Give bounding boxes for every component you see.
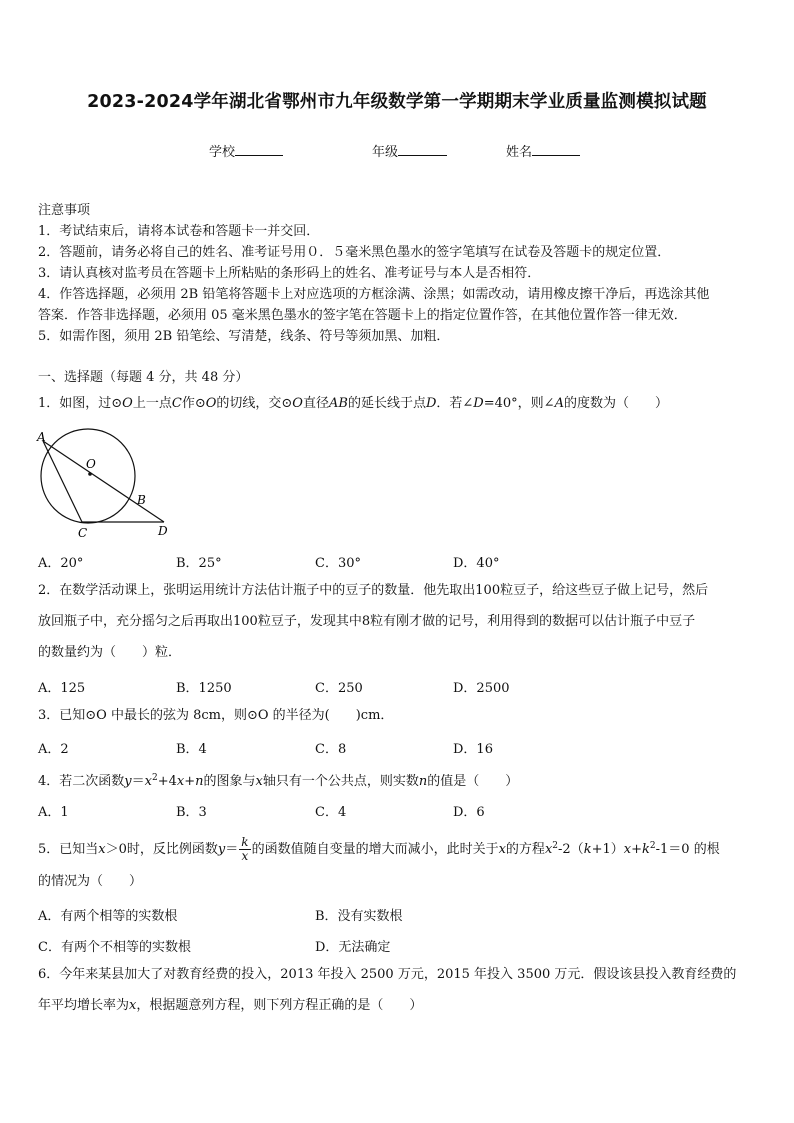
label-a: A: [37, 430, 46, 444]
notice-heading: 注意事项: [38, 203, 91, 218]
q2-option-d[interactable]: D．2500: [453, 681, 510, 696]
q4-option-d[interactable]: D．6: [453, 805, 485, 820]
question-1-text: 1．如图，过⊙O上一点C作⊙O的切线，交⊙O直径AB的延长线于点D．若∠D=40°，则∠A的度数为（ ）: [38, 396, 668, 411]
label-c: C: [78, 526, 88, 540]
question-2-text: 2．在数学活动课上，张明运用统计方法估计瓶子中的豆子的数量．他先取出100粒豆子，给这些豆子做上记号，然后: [38, 583, 709, 598]
name-blank[interactable]: [532, 143, 580, 156]
label-d: D: [158, 524, 168, 538]
circle-o: [41, 429, 135, 523]
question-5-text: 的情况为（ ）: [38, 874, 143, 889]
circle-tangent-figure: [34, 428, 174, 544]
notice-item: 4．作答选择题，必须用 2B 铅笔将答题卡上对应选项的方框涂满、涂黑；如需改动，请用橡皮擦干净后，再选涂其他: [38, 287, 710, 302]
q2-option-c[interactable]: C．250: [315, 681, 363, 696]
q4-option-c[interactable]: C．4: [315, 805, 347, 820]
question-5-text: 5．已知当x＞0时，反比例函数y＝ $\frac{k}{x}$ 的函数值随自变量的增大而减小，此时关于x的方程$x^2-2(k+1)x+k^2-1=0$ 的根: [38, 835, 720, 863]
section-heading: 一、选择题（每题 4 分，共 48 分）: [38, 370, 249, 385]
grade-field[interactable]: [372, 141, 447, 160]
label-o: O: [86, 457, 96, 471]
q5-option-b[interactable]: B．没有实数根: [315, 909, 403, 924]
school-field[interactable]: [209, 141, 283, 160]
chord-ac: [43, 441, 82, 522]
fraction-k-over-x: $\frac{k}{x}$: [241, 835, 249, 863]
notice-item: 5．如需作图，须用 2B 铅笔绘、写清楚，线条、符号等须加黑、加粗．: [38, 329, 450, 344]
line-ad: [43, 441, 164, 522]
q5-option-c[interactable]: C．有两个不相等的实数根: [38, 940, 191, 955]
q3-option-a[interactable]: A．2: [38, 742, 69, 757]
name-field[interactable]: [506, 141, 580, 160]
label-b: B: [137, 493, 146, 507]
question-3-text: 3．已知⊙O 中最长的弦为 8cm，则⊙O 的半径为( )cm．: [38, 708, 394, 723]
q5-option-a[interactable]: A．有两个相等的实数根: [38, 909, 178, 924]
name-label: 姓名: [506, 145, 533, 160]
grade-blank[interactable]: [398, 143, 447, 156]
question-2-text: 放回瓶子中，充分摇匀之后再取出100粒豆子，发现其中8粒有刚才做的记号，利用得到的数据可以估计瓶子中豆子: [38, 614, 696, 629]
notice-item: 3．请认真核对监考员在答题卡上所粘贴的条形码上的姓名、准考证号与本人是否相符．: [38, 266, 541, 281]
q3-option-b[interactable]: B．4: [176, 742, 207, 757]
exam-title: 2023-2024学年湖北省鄂州市九年级数学第一学期期末学业质量监测模拟试题: [87, 92, 707, 112]
school-blank[interactable]: [235, 143, 283, 156]
q3-option-c[interactable]: C．8: [315, 742, 347, 757]
q5-option-d[interactable]: D．无法确定: [315, 940, 391, 955]
q1-option-c[interactable]: C．30°: [315, 556, 361, 571]
q3-option-d[interactable]: D．16: [453, 742, 493, 757]
question-6-text: 年平均增长率为x，根据题意列方程，则下列方程正确的是（ ）: [38, 998, 423, 1013]
notice-item: 2．答题前，请务必将自己的姓名、准考证号用０．５毫米黑色墨水的签字笔填写在试卷及答题卡的规定位置．: [38, 245, 671, 260]
q4-option-a[interactable]: A．1: [38, 805, 69, 820]
q4-option-b[interactable]: B．3: [176, 805, 207, 820]
q2-option-b[interactable]: B．1250: [176, 681, 232, 696]
q1-option-a[interactable]: A．20°: [38, 556, 84, 571]
grade-label: 年级: [372, 145, 399, 160]
q1-option-b[interactable]: B．25°: [176, 556, 222, 571]
notice-item: 答案．作答非选择题，必须用 05 毫米黑色墨水的签字笔在答题卡上的指定位置作答，在其他位置作答一律无效．: [38, 308, 687, 323]
question-2-text: 的数量约为（ ）粒．: [38, 645, 182, 660]
center-point: [88, 472, 92, 476]
q2-option-a[interactable]: A．125: [38, 681, 86, 696]
question-4-text: 4．若二次函数$y=x^2+4x+n$的图象与x轴只有一个公共点，则实数n的值是（ ）: [38, 773, 519, 789]
q1-option-d[interactable]: D．40°: [453, 556, 500, 571]
notice-item: 1．考试结束后，请将本试卷和答题卡一并交回．: [38, 224, 320, 239]
question-6-text: 6．今年来某县加大了对教育经费的投入，2013 年投入 2500 万元，2015 年投入 3500 万元．假设该县投入教育经费的: [38, 967, 737, 982]
school-label: 学校: [209, 145, 236, 160]
